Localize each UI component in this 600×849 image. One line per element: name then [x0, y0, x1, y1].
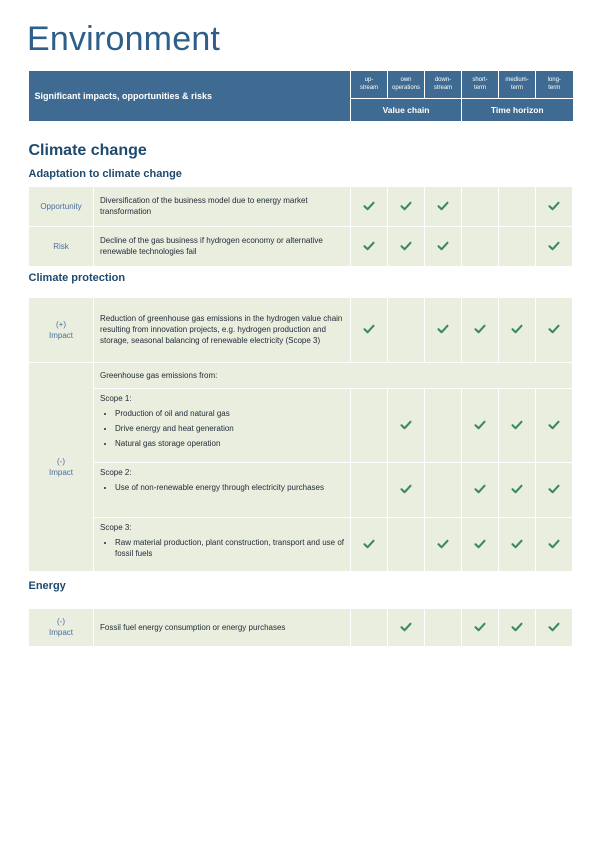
checked-cell — [351, 517, 388, 571]
category-label: (-) Impact — [29, 362, 94, 571]
empty-cell — [351, 608, 388, 646]
checked-cell — [351, 297, 388, 362]
header-title: Significant impacts, opportunities & risks — [29, 71, 351, 121]
subsection-title-energy: Energy — [29, 571, 573, 601]
header-col-downstream: down- stream — [425, 71, 462, 98]
checked-cell — [462, 608, 499, 646]
checkmark-icon — [437, 324, 449, 334]
checkmark-icon — [437, 241, 449, 251]
checkmark-icon — [548, 622, 560, 632]
scope-label: Scope 1: — [100, 393, 132, 403]
subsection-title-climate-protection: Climate protection — [29, 266, 573, 290]
checked-cell — [425, 226, 462, 266]
checked-cell — [462, 462, 499, 517]
row-description — [94, 388, 351, 462]
table-row-risk — [29, 226, 573, 266]
checked-cell — [499, 297, 536, 362]
checkmark-icon — [363, 324, 375, 334]
checkmark-icon — [548, 420, 560, 430]
checkmark-icon — [400, 420, 412, 430]
row-description: Diversification of the business model due to energy market transformation — [94, 186, 351, 226]
checked-cell — [536, 517, 573, 571]
checked-cell — [388, 462, 425, 517]
checkmark-icon — [548, 324, 560, 334]
checkmark-icon — [548, 241, 560, 251]
list-item: • Production of oil and natural gas — [115, 408, 344, 419]
row-description — [94, 517, 351, 571]
checked-cell — [351, 186, 388, 226]
empty-cell — [351, 388, 388, 462]
subsection-title-adaptation: Adaptation to climate change — [29, 162, 573, 186]
checked-cell — [536, 388, 573, 462]
impact-matrix-table — [28, 71, 573, 647]
checked-cell — [499, 388, 536, 462]
category-label: (+) Impact — [29, 297, 94, 362]
section-title-climate-change: Climate change — [29, 134, 573, 162]
table-row-scope2 — [29, 462, 573, 517]
checked-cell — [462, 517, 499, 571]
checked-cell — [462, 388, 499, 462]
checked-cell — [388, 226, 425, 266]
category-label: (-) Impact — [29, 608, 94, 646]
checked-cell — [536, 608, 573, 646]
list-item: • Raw material production, plant construction, transport and use of fossil fuels — [115, 537, 344, 559]
checkmark-icon — [437, 539, 449, 549]
empty-cell — [425, 388, 462, 462]
row-description: Reduction of greenhouse gas emissions in the hydrogen value chain resulting from innovation projects, e.g. hydrogen production and storage, seasonal balancing of renewable electricity (Scope 3) — [94, 297, 351, 362]
checkmark-icon — [363, 539, 375, 549]
checkmark-icon — [474, 420, 486, 430]
scope-label: Scope 2: — [100, 467, 132, 477]
table-row-negative-impact-intro — [29, 362, 573, 388]
list-item: • Use of non-renewable energy through electricity purchases — [115, 482, 344, 493]
checkmark-icon — [548, 201, 560, 211]
category-label: Opportunity — [29, 186, 94, 226]
checkmark-icon — [400, 484, 412, 494]
checkmark-icon — [400, 201, 412, 211]
table-row-scope3 — [29, 517, 573, 571]
header-group-time-horizon: Time horizon — [462, 98, 573, 121]
checkmark-icon — [363, 241, 375, 251]
checkmark-icon — [474, 484, 486, 494]
header-col-short-term: short- term — [462, 71, 499, 98]
empty-cell — [425, 462, 462, 517]
checkmark-icon — [511, 324, 523, 334]
checkmark-icon — [400, 241, 412, 251]
empty-cell — [462, 226, 499, 266]
checkmark-icon — [474, 324, 486, 334]
checkmark-icon — [548, 539, 560, 549]
checkmark-icon — [363, 201, 375, 211]
page-title: Environment — [27, 20, 221, 58]
checked-cell — [425, 186, 462, 226]
bullet-list — [100, 408, 344, 449]
checked-cell — [351, 226, 388, 266]
checked-cell — [536, 186, 573, 226]
checkmark-icon — [437, 201, 449, 211]
header-col-long-term: long- term — [536, 71, 573, 98]
checkmark-icon — [400, 622, 412, 632]
checked-cell — [536, 226, 573, 266]
checked-cell — [499, 517, 536, 571]
checked-cell — [499, 462, 536, 517]
checked-cell — [536, 297, 573, 362]
header-col-medium-term: medium- term — [499, 71, 536, 98]
table-row-scope1 — [29, 388, 573, 462]
list-item: • Natural gas storage operation — [115, 438, 344, 449]
checkmark-icon — [511, 622, 523, 632]
empty-cell — [388, 517, 425, 571]
empty-cell — [351, 462, 388, 517]
row-description — [94, 462, 351, 517]
category-label: Risk — [29, 226, 94, 266]
checked-cell — [536, 462, 573, 517]
checkmark-icon — [511, 420, 523, 430]
table-row-positive-impact — [29, 297, 573, 362]
row-description: Decline of the gas business if hydrogen economy or alternative renewable technologies fail — [94, 226, 351, 266]
header-group-value-chain: Value chain — [351, 98, 462, 121]
empty-cell — [499, 226, 536, 266]
row-description: Greenhouse gas emissions from: — [94, 362, 573, 388]
header-col-own-operations: own operations — [388, 71, 425, 98]
checked-cell — [499, 608, 536, 646]
table-row-energy-impact — [29, 608, 573, 646]
list-item: • Drive energy and heat generation — [115, 423, 344, 434]
checkmark-icon — [511, 484, 523, 494]
empty-cell — [388, 297, 425, 362]
checkmark-icon — [474, 539, 486, 549]
header-col-upstream: up- stream — [351, 71, 388, 98]
bullet-list — [100, 537, 344, 559]
checkmark-icon — [474, 622, 486, 632]
empty-cell — [462, 186, 499, 226]
empty-cell — [499, 186, 536, 226]
checked-cell — [388, 186, 425, 226]
empty-cell — [425, 608, 462, 646]
checked-cell — [388, 608, 425, 646]
checked-cell — [425, 517, 462, 571]
checked-cell — [425, 297, 462, 362]
table-row-opportunity — [29, 186, 573, 226]
checkmark-icon — [548, 484, 560, 494]
scope-label: Scope 3: — [100, 522, 132, 532]
checked-cell — [462, 297, 499, 362]
row-description: Fossil fuel energy consumption or energy purchases — [94, 608, 351, 646]
bullet-list — [100, 482, 344, 493]
checkmark-icon — [511, 539, 523, 549]
checked-cell — [388, 388, 425, 462]
